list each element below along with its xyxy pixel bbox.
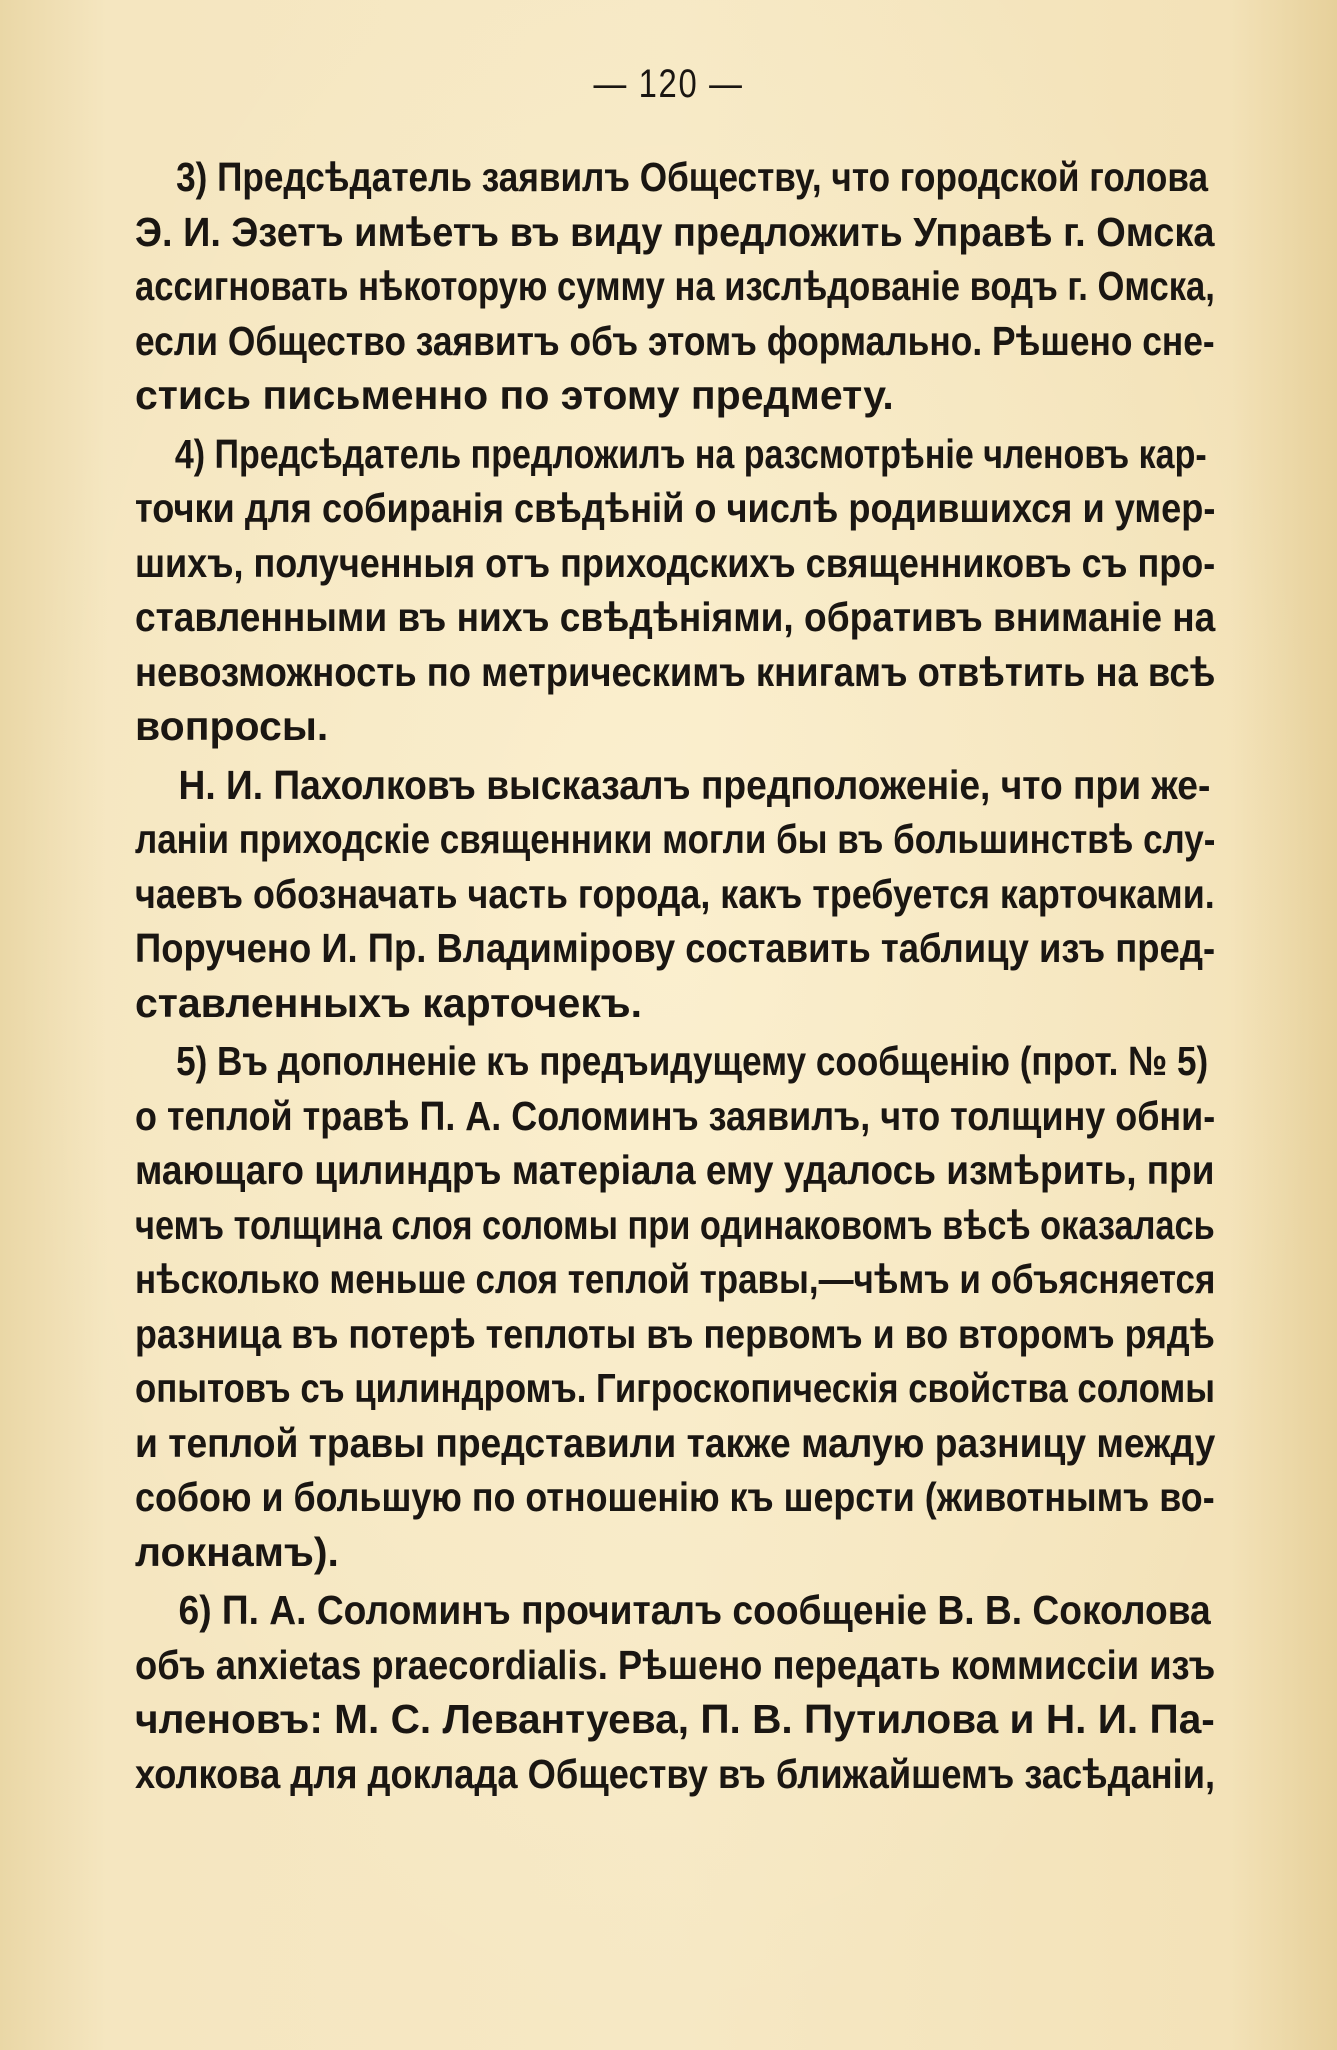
text-line: 5) Въ дополненіе къ предъидущему сообщенію (прот. № 5)	[176, 1038, 1209, 1084]
text-line: членовъ: М. С. Левантуева, П. В. Путилова и Н. И. Па-	[135, 1696, 1215, 1742]
text-line: 4) Предсѣдатель предложилъ на разсмотрѣніе членовъ кар-	[174, 430, 1207, 477]
text-line: мающаго цилиндръ матеріала ему удалось измѣрить, при	[135, 1147, 1215, 1193]
text-line: Н. И. Пахолковъ высказалъ предположеніе, что при же-	[178, 761, 1211, 808]
text-line: ставленныхъ карточекъ.	[135, 979, 643, 1026]
text-line: ставленными въ нихъ свѣдѣніями, обративъ вниманіе на	[135, 594, 1216, 640]
text-line: 3) Предсѣдатель заявилъ Обществу, что городской голова	[176, 154, 1209, 200]
text-line: Э. И. Эзетъ имѣетъ въ виду предложить Управѣ г. Омска	[135, 208, 1215, 255]
text-line: опытовъ съ цилиндромъ. Гигроскопическія свойства соломы	[135, 1365, 1215, 1411]
text-line: вопросы.	[135, 703, 329, 749]
text-line: нѣсколько меньше слоя теплой травы,—чѣмъ и объясняется	[135, 1256, 1216, 1302]
text-line: и теплой травы представили также малую разницу между	[135, 1419, 1216, 1466]
page-number: — 120 —	[593, 62, 744, 106]
text-line: локнамъ).	[135, 1528, 339, 1575]
text-line: собою и большую по отношенію къ шерсти (животнымъ во-	[135, 1474, 1215, 1520]
text-line: ланіи приходскіе священники могли бы въ большинствѣ слу-	[135, 816, 1216, 862]
text-line: объ anxietas praecordialis. Рѣшено передать коммиссіи изъ	[135, 1641, 1216, 1688]
text-line: стись письменно по этому предмету.	[135, 372, 894, 418]
text-line: холкова для доклада Обществу въ ближайшемъ засѣданіи,	[135, 1750, 1216, 1797]
text-line: о теплой травѣ П. А. Соломинъ заявилъ, что толщину обни-	[135, 1092, 1216, 1139]
text-line: если Общество заявитъ объ этомъ формально. Рѣшено сне-	[135, 317, 1215, 364]
text-line: ассигновать нѣкоторую сумму на изслѣдованіе водъ г. Омска,	[135, 263, 1215, 309]
text-line: невозможность по метрическимъ книгамъ отвѣтить на всѣ	[135, 648, 1216, 695]
text-line: точки для собиранія свѣдѣній о числѣ родившихся и умер-	[135, 485, 1216, 531]
text-line: 6) П. А. Соломинъ прочиталъ сообщеніе В. В. Соколова	[178, 1587, 1211, 1633]
text-line: шихъ, полученныя отъ приходскихъ священниковъ съ про-	[135, 539, 1216, 586]
text-line: разница въ потерѣ теплоты въ первомъ и во второмъ рядѣ	[135, 1310, 1215, 1357]
text-line: Поручено И. Пр. Владимірову составить таблицу изъ пред-	[135, 925, 1216, 971]
body-text	[135, 150, 1215, 1801]
text-line: чемъ толщина слоя соломы при одинаковомъ вѣсѣ оказалась	[135, 1201, 1215, 1248]
text-line: чаевъ обозначать часть города, какъ требуется карточками.	[135, 870, 1215, 917]
